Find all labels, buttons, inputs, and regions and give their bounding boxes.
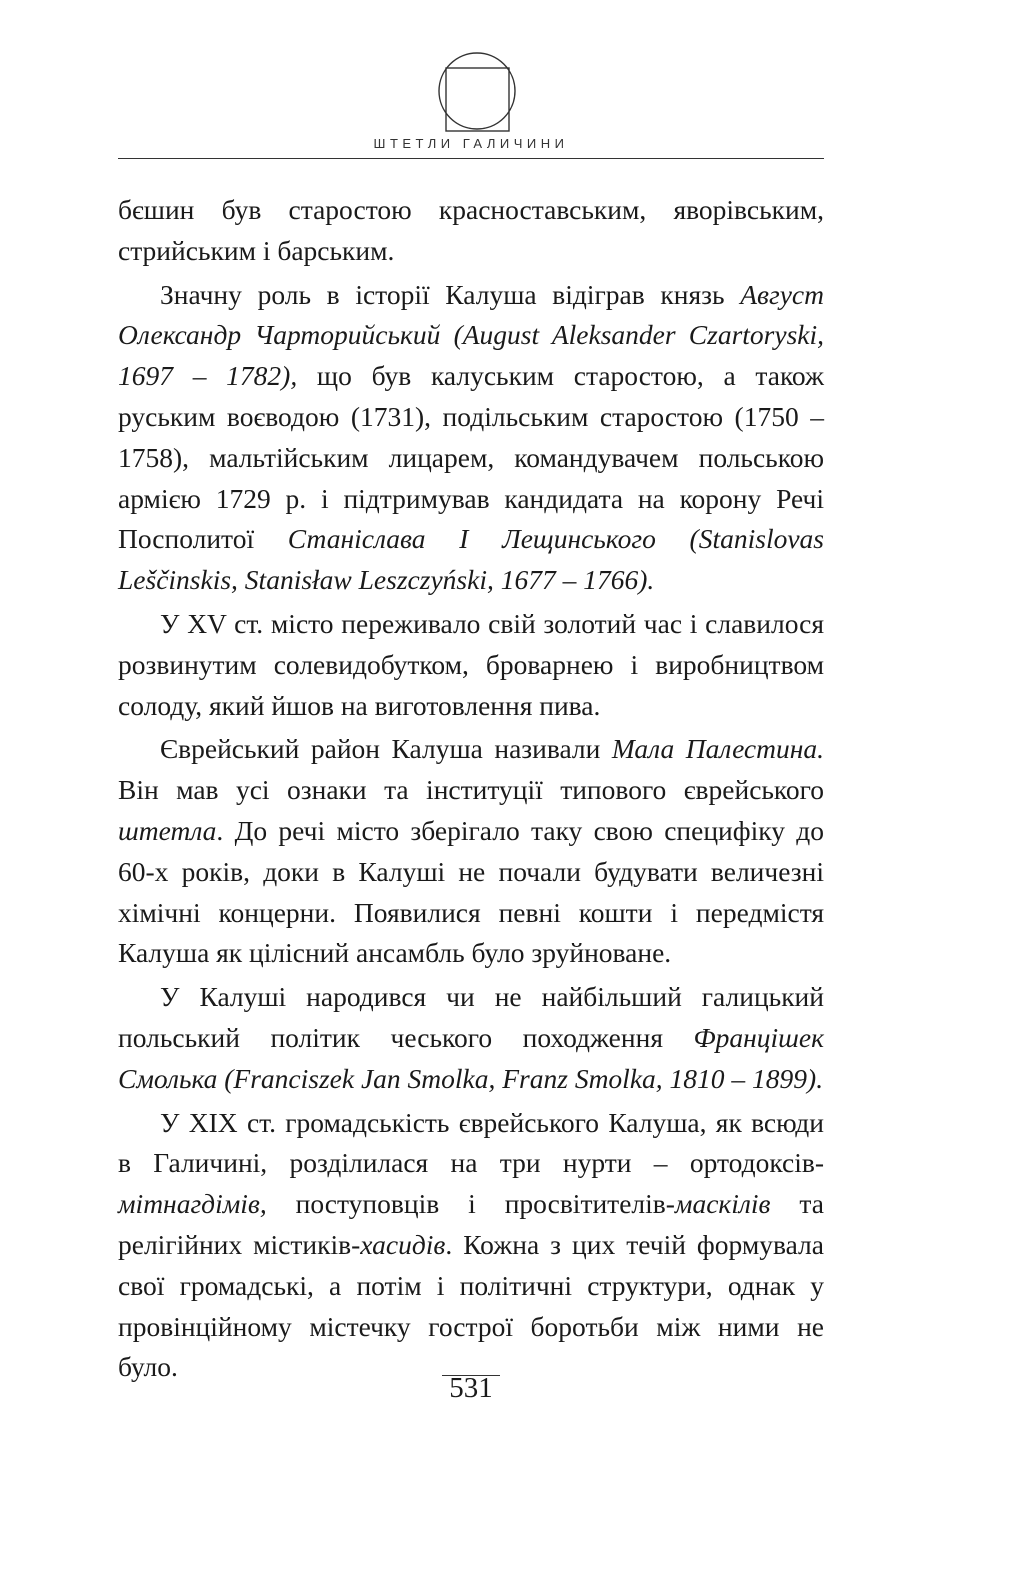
text-run: . Кожна з цих течій формувала свої громадські, а потім і політичні структури, однак у провінційному містечку гострої боротьби між ними не було. <box>118 1228 824 1383</box>
text-run: що був калуським старостою, а також руським воєводою (1731), подільським старостою (1750 – 1758), мальтійським лицарем, командувачем польською армією 1729 р. і підтримував кандидата на корону Речі Посполитої <box>118 360 824 555</box>
text-run: Єврейський район Калуша називали <box>160 733 612 765</box>
text-run: Значну роль в історії Калуша відіграв князь <box>160 278 741 310</box>
page-number: 531 <box>449 1372 493 1404</box>
text-run: У XV ст. місто переживало свій золотий час і славилося розвинутим солевидобутком, броварнею і виробництвом солоду, який йшов на виготовлення пива. <box>118 607 824 721</box>
paragraph <box>118 729 824 974</box>
text-run: Він мав усі ознаки та інституції типового єврейського <box>118 774 824 806</box>
header-rule <box>118 158 824 159</box>
italic-text-run: Францішек Смолька (Franciszek Jan Smolka, Franz Smolka, 1810 – 1899). <box>118 1021 824 1094</box>
text-run: . До речі місто зберігало таку свою специфіку до 60-х років, доки в Калуші не почали будувати величезні хімічні концерни. Появилися певні кошти і передмістя Калуша як цілісний ансамбль було зруйноване. <box>118 814 824 969</box>
italic-text-run: Мала Палестина. <box>611 733 824 765</box>
text-run: У Калуші народився чи не найбільший галицький польський політик чеського походження <box>118 981 824 1053</box>
body-text <box>118 190 824 1391</box>
paragraph <box>118 977 824 1099</box>
italic-text-run: Станіслава І Лещинського (Stanislovas Leščinskis, Stanisław Leszczyński, 1677 – 1766). <box>118 523 824 596</box>
paragraph <box>118 190 824 272</box>
italic-text-run: мітнагдімів, <box>118 1188 267 1220</box>
running-head: ШТЕТЛИ ГАЛИЧИНИ <box>373 136 569 151</box>
text-run: та релігійних містиків- <box>118 1188 824 1260</box>
italic-text-run: штетла <box>118 814 217 846</box>
paragraph <box>118 604 824 726</box>
circle-square-emblem-icon <box>436 50 518 132</box>
text-run: бєшин був старостою красноставським, яворівським, стрийським і барським. <box>118 194 824 266</box>
italic-text-run: Август Олександр Чарторийський (August Aleksander Czartoryski, 1697 – 1782), <box>118 278 824 392</box>
text-run: У XIX ст. громадськість єврейського Калуша, як всюди в Галичині, розділилася на три нурти – ортодоксів- <box>118 1106 824 1179</box>
italic-text-run: маскілів <box>674 1188 771 1220</box>
paragraph <box>118 275 824 601</box>
text-run: поступовців і просвітителів- <box>266 1188 675 1220</box>
italic-text-run: хасидів <box>360 1228 446 1260</box>
paragraph <box>118 1103 824 1389</box>
